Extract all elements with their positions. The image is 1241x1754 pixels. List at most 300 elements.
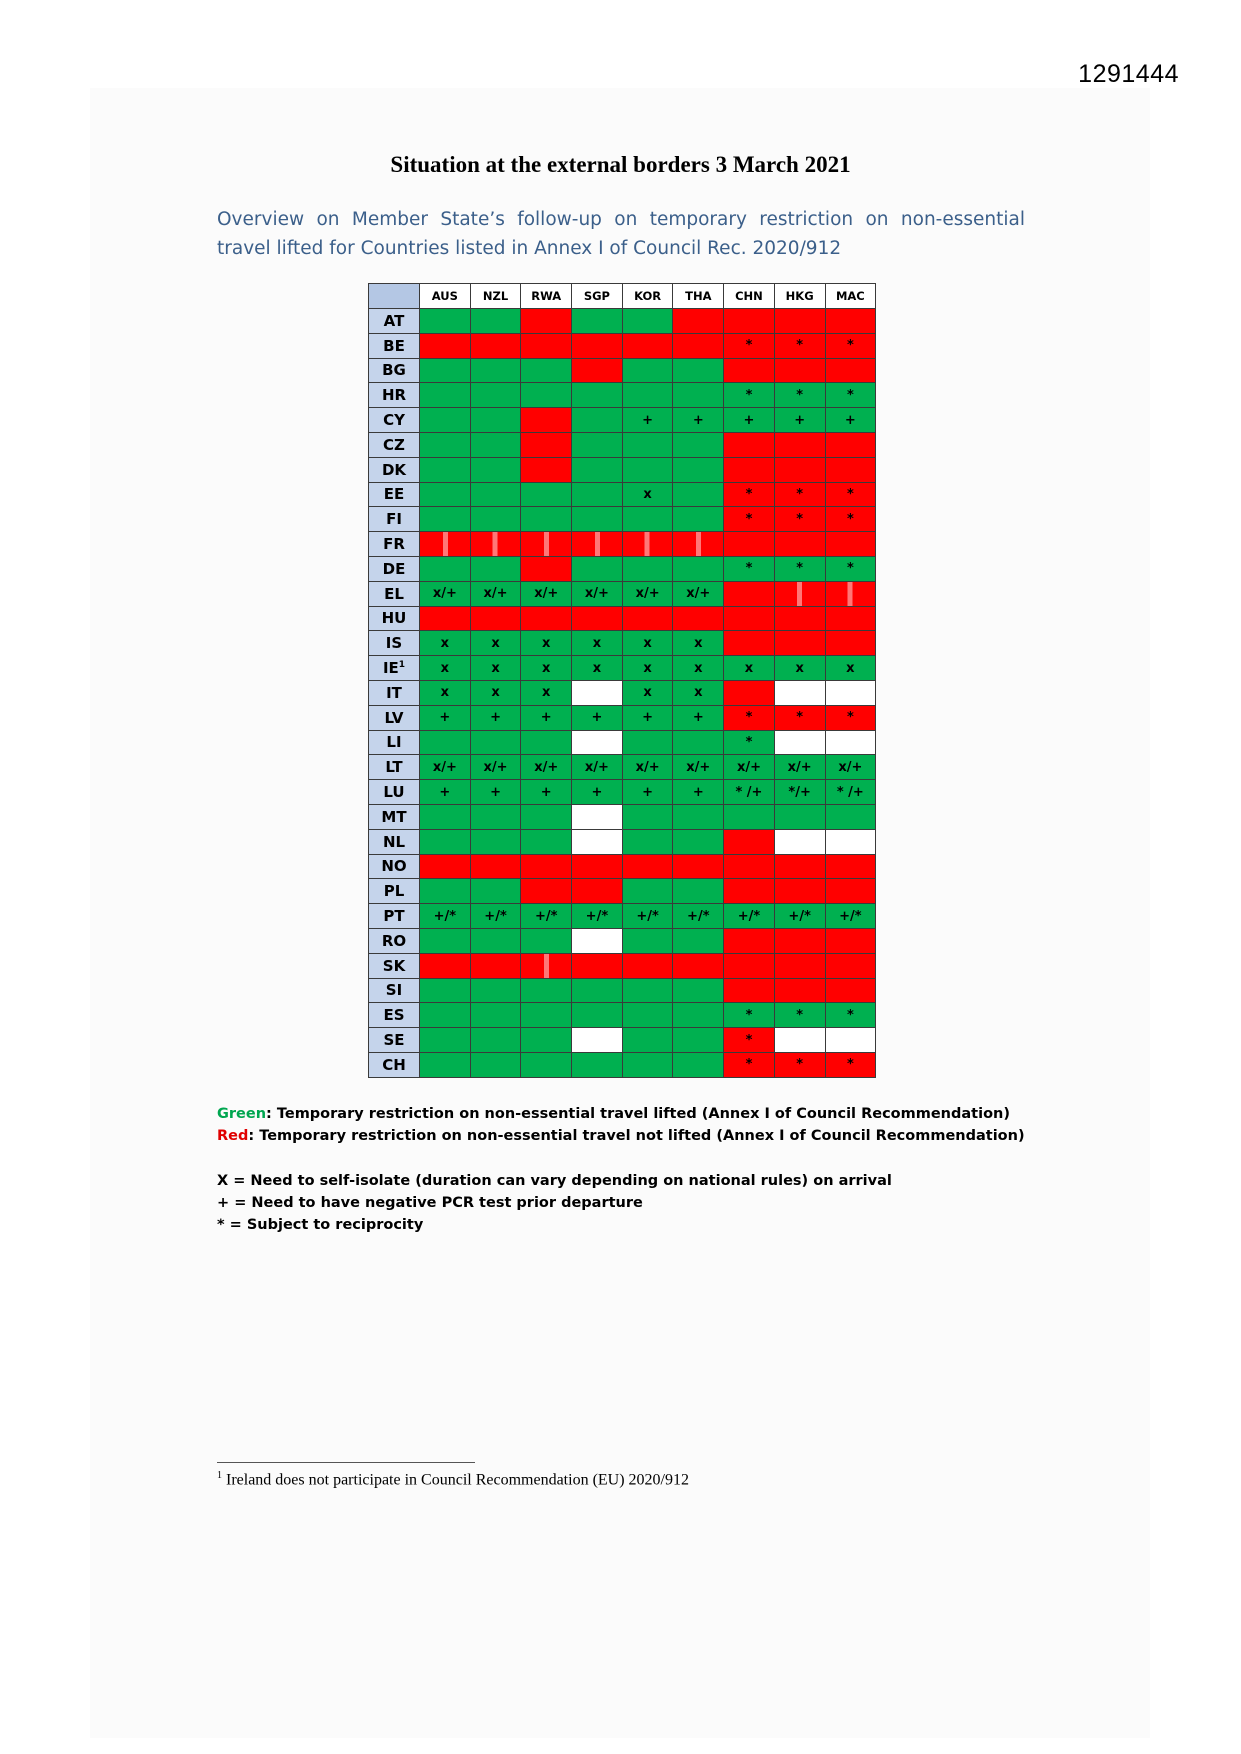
table-row	[369, 656, 876, 681]
status-cell	[420, 1028, 471, 1053]
row-header-is	[369, 631, 420, 656]
status-cell	[420, 507, 471, 532]
status-cell	[774, 606, 825, 631]
status-cell	[420, 829, 471, 854]
status-cell	[521, 854, 572, 879]
column-header-hkg: HKG	[774, 284, 825, 309]
table-row	[369, 309, 876, 334]
table-row	[369, 928, 876, 953]
status-cell	[572, 829, 623, 854]
status-cell: +	[521, 780, 572, 805]
status-cell: *	[825, 705, 876, 730]
table-row	[369, 1028, 876, 1053]
status-cell	[622, 953, 673, 978]
table-row	[369, 358, 876, 383]
table-body	[369, 309, 876, 1078]
status-cell	[572, 879, 623, 904]
status-cell	[622, 1052, 673, 1077]
status-cell	[774, 581, 825, 606]
table-row	[369, 904, 876, 929]
row-header-ch	[369, 1052, 420, 1077]
status-cell	[825, 358, 876, 383]
status-cell	[470, 829, 521, 854]
table-row	[369, 606, 876, 631]
status-cell	[673, 383, 724, 408]
status-cell	[673, 309, 724, 334]
status-cell	[521, 730, 572, 755]
row-header-bg	[369, 358, 420, 383]
row-header-no	[369, 854, 420, 879]
legend-green	[217, 1103, 1025, 1125]
status-cell	[774, 928, 825, 953]
status-cell: x	[470, 656, 521, 681]
status-cell: x	[420, 631, 471, 656]
status-cell	[572, 680, 623, 705]
status-cell: x/+	[470, 581, 521, 606]
status-cell	[521, 482, 572, 507]
status-cell	[673, 1003, 724, 1028]
status-cell: x	[470, 631, 521, 656]
status-cell	[470, 879, 521, 904]
status-cell	[572, 804, 623, 829]
status-cell: *	[825, 482, 876, 507]
status-cell	[420, 730, 471, 755]
status-cell	[470, 978, 521, 1003]
status-cell	[724, 829, 775, 854]
status-cell	[572, 556, 623, 581]
status-cell: x/+	[724, 755, 775, 780]
status-cell	[724, 879, 775, 904]
column-header-tha: THA	[673, 284, 724, 309]
table-row	[369, 879, 876, 904]
status-cell	[521, 457, 572, 482]
row-header-fr	[369, 532, 420, 557]
column-header-nzl: NZL	[470, 284, 521, 309]
status-cell	[572, 928, 623, 953]
status-cell	[673, 507, 724, 532]
row-header-be	[369, 333, 420, 358]
status-cell	[470, 854, 521, 879]
table-row	[369, 1052, 876, 1077]
row-header-es	[369, 1003, 420, 1028]
country-code: HR	[381, 386, 407, 405]
table-row	[369, 408, 876, 433]
status-cell	[774, 804, 825, 829]
row-header-se	[369, 1028, 420, 1053]
row-header-it	[369, 680, 420, 705]
status-cell: +	[470, 780, 521, 805]
status-cell	[673, 730, 724, 755]
status-cell: *	[825, 1003, 876, 1028]
country-code: FR	[383, 535, 405, 554]
status-cell	[420, 532, 471, 557]
status-cell: +/*	[774, 904, 825, 929]
status-cell: +	[673, 705, 724, 730]
status-cell: +	[673, 408, 724, 433]
status-cell	[420, 309, 471, 334]
status-cell	[825, 680, 876, 705]
row-header-ee	[369, 482, 420, 507]
status-cell: +	[825, 408, 876, 433]
status-cell: * /+	[825, 780, 876, 805]
status-cell	[572, 1028, 623, 1053]
legend-red-word: Red	[217, 1128, 249, 1144]
status-cell	[622, 383, 673, 408]
symbol-key	[217, 1170, 892, 1236]
status-cell	[521, 978, 572, 1003]
row-header-lt	[369, 755, 420, 780]
status-cell: x	[724, 656, 775, 681]
table-row	[369, 755, 876, 780]
status-cell: x/+	[572, 581, 623, 606]
table-row	[369, 333, 876, 358]
table-row	[369, 532, 876, 557]
status-cell: x	[521, 656, 572, 681]
status-cell	[420, 953, 471, 978]
status-cell	[622, 1028, 673, 1053]
status-cell: x	[572, 656, 623, 681]
status-cell: *	[774, 333, 825, 358]
status-cell	[724, 953, 775, 978]
status-cell	[572, 507, 623, 532]
status-cell	[825, 457, 876, 482]
status-cell	[420, 358, 471, 383]
country-code: BE	[383, 336, 405, 355]
status-cell	[572, 457, 623, 482]
column-header-mac: MAC	[825, 284, 876, 309]
status-cell	[470, 1052, 521, 1077]
status-cell	[774, 854, 825, 879]
status-cell: x	[673, 680, 724, 705]
country-code: SI	[385, 981, 403, 1000]
status-cell	[673, 978, 724, 1003]
status-cell: +	[420, 705, 471, 730]
status-cell	[774, 879, 825, 904]
status-cell: *	[774, 705, 825, 730]
legend-green-text: : Temporary restriction on non-essential travel lifted (Annex I of Council Recommendation)	[266, 1106, 1010, 1122]
status-cell: x/+	[673, 755, 724, 780]
status-cell: +/*	[673, 904, 724, 929]
status-cell	[521, 804, 572, 829]
status-cell	[521, 1028, 572, 1053]
country-code: BG	[382, 361, 406, 380]
status-cell: +/*	[470, 904, 521, 929]
key-self-isolate: X = Need to self-isolate (duration can vary depending on national rules) on arrival	[217, 1173, 892, 1189]
table-row	[369, 804, 876, 829]
status-cell	[825, 854, 876, 879]
status-cell	[470, 556, 521, 581]
status-cell	[825, 309, 876, 334]
status-cell: x	[622, 482, 673, 507]
row-header-mt	[369, 804, 420, 829]
status-cell: *	[724, 705, 775, 730]
row-header-lv	[369, 705, 420, 730]
status-cell	[673, 482, 724, 507]
status-cell	[420, 1052, 471, 1077]
status-cell: +	[572, 780, 623, 805]
status-cell	[673, 432, 724, 457]
status-cell: x	[622, 656, 673, 681]
status-cell	[622, 879, 673, 904]
table-row	[369, 680, 876, 705]
table-row	[369, 383, 876, 408]
row-header-el	[369, 581, 420, 606]
status-cell	[622, 606, 673, 631]
status-cell: x	[470, 680, 521, 705]
status-cell	[622, 358, 673, 383]
status-cell	[420, 383, 471, 408]
footnote-text: Ireland does not participate in Council Recommendation (EU) 2020/912	[222, 1471, 689, 1489]
status-cell: *	[724, 333, 775, 358]
status-cell	[825, 928, 876, 953]
status-cell: +/*	[572, 904, 623, 929]
status-cell	[825, 879, 876, 904]
country-code: LT	[385, 758, 403, 777]
status-cell	[724, 680, 775, 705]
status-cell	[673, 1052, 724, 1077]
status-cell	[825, 532, 876, 557]
status-cell	[622, 829, 673, 854]
column-header-rwa: RWA	[521, 284, 572, 309]
status-cell	[774, 358, 825, 383]
status-cell	[673, 1028, 724, 1053]
country-code: LV	[384, 708, 404, 727]
status-cell: *	[825, 556, 876, 581]
status-cell	[673, 879, 724, 904]
country-code: RO	[381, 931, 407, 950]
legend-green-word: Green	[217, 1106, 267, 1122]
status-cell: +	[622, 408, 673, 433]
status-cell	[622, 309, 673, 334]
status-cell: +/*	[622, 904, 673, 929]
status-cell: +	[420, 780, 471, 805]
status-cell	[521, 556, 572, 581]
country-code: CH	[382, 1055, 406, 1074]
status-cell	[724, 581, 775, 606]
status-cell	[420, 606, 471, 631]
status-cell	[774, 829, 825, 854]
status-cell	[622, 854, 673, 879]
status-cell	[825, 631, 876, 656]
status-cell	[825, 978, 876, 1003]
status-cell	[774, 432, 825, 457]
status-cell: +/*	[825, 904, 876, 929]
status-cell	[470, 507, 521, 532]
status-cell: */+	[774, 780, 825, 805]
row-header-pt	[369, 904, 420, 929]
country-code: PL	[383, 882, 405, 901]
status-cell	[420, 1003, 471, 1028]
status-cell	[622, 532, 673, 557]
table-row	[369, 780, 876, 805]
status-cell	[470, 432, 521, 457]
table-corner-cell	[369, 284, 420, 309]
status-cell	[572, 532, 623, 557]
country-code: PT	[383, 907, 405, 926]
status-cell: +/*	[420, 904, 471, 929]
row-header-nl	[369, 829, 420, 854]
country-code: DE	[382, 559, 406, 578]
status-cell: *	[825, 333, 876, 358]
table-row	[369, 581, 876, 606]
status-cell	[622, 333, 673, 358]
status-cell: +	[724, 408, 775, 433]
status-cell	[825, 804, 876, 829]
status-cell	[673, 532, 724, 557]
status-cell	[521, 953, 572, 978]
status-cell	[521, 928, 572, 953]
status-cell: *	[774, 556, 825, 581]
country-code: CY	[383, 411, 405, 430]
status-cell	[572, 854, 623, 879]
status-cell: +/*	[521, 904, 572, 929]
status-cell	[420, 854, 471, 879]
status-cell	[673, 457, 724, 482]
column-header-sgp: SGP	[572, 284, 623, 309]
status-cell	[420, 482, 471, 507]
status-cell	[724, 432, 775, 457]
status-cell	[470, 482, 521, 507]
status-cell	[825, 581, 876, 606]
status-cell: *	[774, 482, 825, 507]
status-cell: x/+	[521, 581, 572, 606]
status-cell	[622, 556, 673, 581]
status-cell	[572, 482, 623, 507]
status-cell: *	[724, 1052, 775, 1077]
country-code: DK	[381, 460, 407, 479]
status-cell	[724, 457, 775, 482]
table-row	[369, 631, 876, 656]
status-cell	[825, 730, 876, 755]
row-header-hr	[369, 383, 420, 408]
status-cell: x	[420, 680, 471, 705]
status-cell	[774, 730, 825, 755]
status-cell	[470, 408, 521, 433]
country-code: LI	[386, 733, 402, 752]
row-header-fi	[369, 507, 420, 532]
status-cell: +	[622, 780, 673, 805]
footnote-divider	[217, 1462, 475, 1463]
status-cell: x/+	[420, 755, 471, 780]
country-code: MT	[381, 807, 407, 826]
status-cell	[572, 606, 623, 631]
status-cell	[622, 1003, 673, 1028]
status-cell	[622, 804, 673, 829]
legend-red	[217, 1125, 1025, 1147]
status-cell: x	[673, 656, 724, 681]
table-row	[369, 457, 876, 482]
status-cell: *	[825, 383, 876, 408]
status-cell: x	[774, 656, 825, 681]
status-cell	[572, 333, 623, 358]
status-cell: x	[521, 680, 572, 705]
status-cell: *	[774, 1052, 825, 1077]
status-cell	[420, 879, 471, 904]
status-cell: x	[673, 631, 724, 656]
status-cell	[572, 408, 623, 433]
status-cell	[420, 978, 471, 1003]
status-cell	[673, 953, 724, 978]
footnote	[217, 1470, 689, 1489]
status-cell: x	[825, 656, 876, 681]
country-code: EE	[383, 485, 405, 504]
status-cell: x	[572, 631, 623, 656]
status-cell	[470, 1003, 521, 1028]
footnote-reference: 1	[398, 660, 406, 671]
row-header-sk	[369, 953, 420, 978]
table-row	[369, 953, 876, 978]
column-header-kor: KOR	[622, 284, 673, 309]
status-cell	[420, 928, 471, 953]
status-cell: +	[622, 705, 673, 730]
status-cell: *	[774, 383, 825, 408]
status-cell	[825, 1028, 876, 1053]
status-cell	[622, 507, 673, 532]
status-cell	[825, 432, 876, 457]
status-cell	[470, 333, 521, 358]
status-cell	[572, 1052, 623, 1077]
status-cell	[724, 928, 775, 953]
table-row	[369, 556, 876, 581]
row-header-lu	[369, 780, 420, 805]
status-cell	[673, 928, 724, 953]
row-header-dk	[369, 457, 420, 482]
status-cell: x/+	[825, 755, 876, 780]
table-row	[369, 432, 876, 457]
status-cell	[572, 953, 623, 978]
footnote-marker: 1	[217, 1470, 222, 1481]
status-cell: +/*	[724, 904, 775, 929]
status-cell	[420, 432, 471, 457]
status-cell	[470, 953, 521, 978]
row-header-hu	[369, 606, 420, 631]
status-cell: * /+	[724, 780, 775, 805]
status-cell	[572, 730, 623, 755]
row-header-ro	[369, 928, 420, 953]
status-cell	[673, 804, 724, 829]
table-row	[369, 507, 876, 532]
color-legend	[217, 1103, 1025, 1147]
status-cell	[724, 606, 775, 631]
status-cell	[774, 457, 825, 482]
status-cell	[724, 978, 775, 1003]
status-cell	[724, 358, 775, 383]
status-cell	[774, 309, 825, 334]
status-cell	[825, 829, 876, 854]
status-cell: x	[521, 631, 572, 656]
status-cell	[572, 978, 623, 1003]
status-cell	[673, 333, 724, 358]
status-cell	[521, 507, 572, 532]
status-cell	[673, 358, 724, 383]
status-cell	[521, 408, 572, 433]
table-row	[369, 1003, 876, 1028]
status-cell: *	[774, 1003, 825, 1028]
status-cell: x	[420, 656, 471, 681]
status-cell: *	[724, 556, 775, 581]
row-header-ie	[369, 656, 420, 681]
country-code: IT	[386, 683, 402, 702]
status-cell	[724, 631, 775, 656]
status-cell	[521, 358, 572, 383]
status-cell	[622, 432, 673, 457]
status-cell	[470, 606, 521, 631]
status-cell	[825, 953, 876, 978]
country-code: FI	[386, 510, 402, 529]
table-row	[369, 705, 876, 730]
status-cell: *	[724, 507, 775, 532]
status-cell	[622, 978, 673, 1003]
